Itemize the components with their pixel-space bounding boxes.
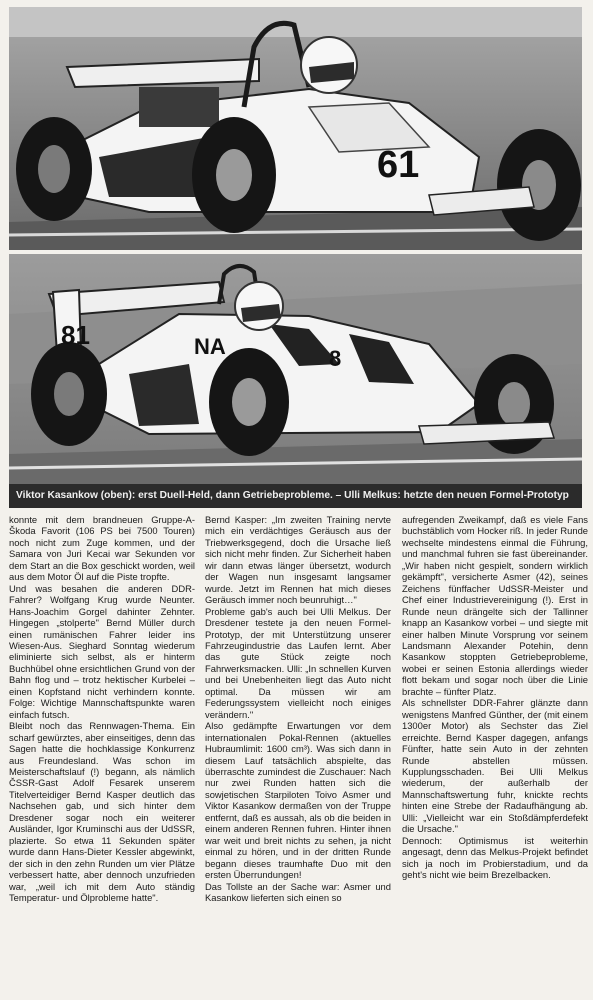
paragraph: konnte mit dem brandneuen Gruppe-A-Škoda Favorit (106 PS bei 7500 Touren) noch nicht zum Zuge kommen, und der Samara von Juri Kecai war Sekunden vor dem Start an die Box geschickt worden, weil aus dem Motor Öl auf die Piste tropfte. — [9, 514, 195, 583]
paragraph: Das Tollste an der Sache war: Asmer und Kasankow lieferten sich einen so — [205, 880, 391, 903]
paragraph: Probleme gab's auch bei Ulli Melkus. Der Dresdener testete ja den neuen Formel-Prototyp, der mit Unterstützung unserer Fahrzeugindustrie das Laufen lernt. Aber das gute Stück zeigte noch Fahrwerksmacken. Ulli: „In schnellen Kurven und bei Unebenheiten liegt das Auto nicht optimal. Da müssen wir am Federungssystem vielleicht noch einiges verändern." — [205, 605, 391, 720]
article-column-1 — [9, 514, 195, 998]
paragraph: Bleibt noch das Rennwagen-Thema. Ein scharf gewürztes, aber einseitiges, denn das Sagen hatte die hochklassige Konkurrenz aus Freundesland. Was schon im Meisterschaftslauf (!) begann, als nämlich ČSSR-Gast Adolf Fesarek unserem Titelverteidiger Bernd Kasper deutlich das Nachsehen gab, und sich hinter dem Dresdener sogar noch ein weiterer Ausländer, Igor Kruminschi aus der UdSSR, plazierte. So etwa 11 Sekunden später wurde dann Hans-Dieter Kessler abgewinkt, der sich in den zehn Runden um vier Plätze verbessert hatte, aber dennoch unzufrieden war, „weil ich mit dem Auto ständig Temperatur- und Ölprobleme hatte". — [9, 720, 195, 903]
paragraph: Als schnellster DDR-Fahrer glänzte dann wenigstens Manfred Günther, der (mit einem 1300er Motor) als Sechster das Ziel erreichte. Bernd Kasper dagegen, anfangs Fünfter, hatte sein Auto in der zehnten Runde abstellen müssen. Kupplungsschaden. Bei Ulli Melkus wiederum, der außerhalb der Mannschaftswertung fuhr, knickte rechts hinten eine Strebe der Radaufhängung ab. Ulli: „Vielleicht war ein Stoßdämpferdefekt die Ursache." — [402, 697, 588, 835]
car-number-61: 61 — [377, 144, 420, 186]
car-number-81: 81 — [61, 320, 90, 350]
photo-viktor-kasankow-car — [9, 7, 582, 250]
race-car-61-image — [9, 7, 582, 250]
race-car-81-image — [9, 254, 582, 484]
article-column-2 — [205, 514, 391, 998]
paragraph: Bernd Kasper: „Im zweiten Training nervte mich ein verdächtiges Geräusch aus der Triebwerksgegend, doch die Ursache ließ sich nicht mehr finden. Zur Sicherheit haben wir dann etwas länger übersetzt, wodurch der Wagen nun insgesamt langsamer wurde. Jetzt im Rennen hat mich dieses Geräusch immer noch beunruhigt…" — [205, 514, 391, 606]
article-column-3 — [402, 514, 588, 998]
paragraph: Also gedämpfte Erwartungen vor dem internationalen Pokal-Rennen (aktuelles Hubraumlimit: 1600 cm³). Was sich dann in diesem Lauf tatsächlich abspielte, das überraschte zumindest die Zuschauer: Nach nur zwei Runden hatten sich die sowjetischen Starpiloten Toivo Asmer und Viktor Kasankow dermaßen von der Truppe entfernt, daß es aussah, als ob die beiden in einem anderen Rennen fuhren. Hinter ihnen war weit und breit nichts zu sehen, ja nicht einmal zu hören, und in der dritten Runde begann dieses traumhafte Duo mit den ersten Überrundungen! — [205, 720, 391, 881]
photo-ulli-melkus-prototype — [9, 254, 582, 484]
car-side-number: 8 — [329, 346, 342, 371]
paragraph: Dennoch: Optimismus ist weiterhin angesagt, denn das Melkus-Projekt befindet sich ja noch im Probierstadium, und da geht's nicht wie beim Brezelbacken. — [402, 834, 588, 881]
paragraph: aufregenden Zweikampf, daß es viele Fans buchstäblich vom Hocker riß. In jeder Runde wechselte mindestens einmal die Führung, und manchmal fuhren sie fast übereinander. „Wir haben nicht gespielt, sondern wirklich gekämpft", versicherte Asmer (42), seines Zeichens fünffacher UdSSR-Meister und Chef einer Industrievereinigung (!). Erst in Runde neun drängelte sich der Tallinner knapp an Kasankow vorbei – und siegte mit einer halben Minute Vorsprung vor seinem Landsmann Alexander Potehin, denn Kasankow stoppten Getriebeprobleme, wobei er seinen Estonia allerdings wieder flott bekam und sogar noch über die Linie brachte – fünfter Platz. — [402, 514, 588, 697]
photo-caption: Viktor Kasankow (oben): erst Duell-Held, dann Getriebeprobleme. – Ulli Melkus: hetzte den neuen Formel-Prototyp — [9, 484, 582, 508]
paragraph: Und was besahen die anderen DDR-Fahrer? Wolfgang Krug wurde Neunter. Hans-Joachim Gorgel dahinter Zehnter. Hingegen „stolperte" Bernd Müller durch einen rumänischen Fahrer leider ins Wiesen-Aus. Sieghard Sonntag wiederum eliminierte sich selbst, als er hinterm Buchhübel ohne ersichtlichen Grund von der Bahn flog und – trotz hektischer Kurbelei – einen Kopfstand nicht verhindern konnte. Folge: Wichtige Mannschaftspunkte waren einfach futsch. — [9, 582, 195, 720]
sponsor-lettering: NA — [194, 334, 226, 359]
